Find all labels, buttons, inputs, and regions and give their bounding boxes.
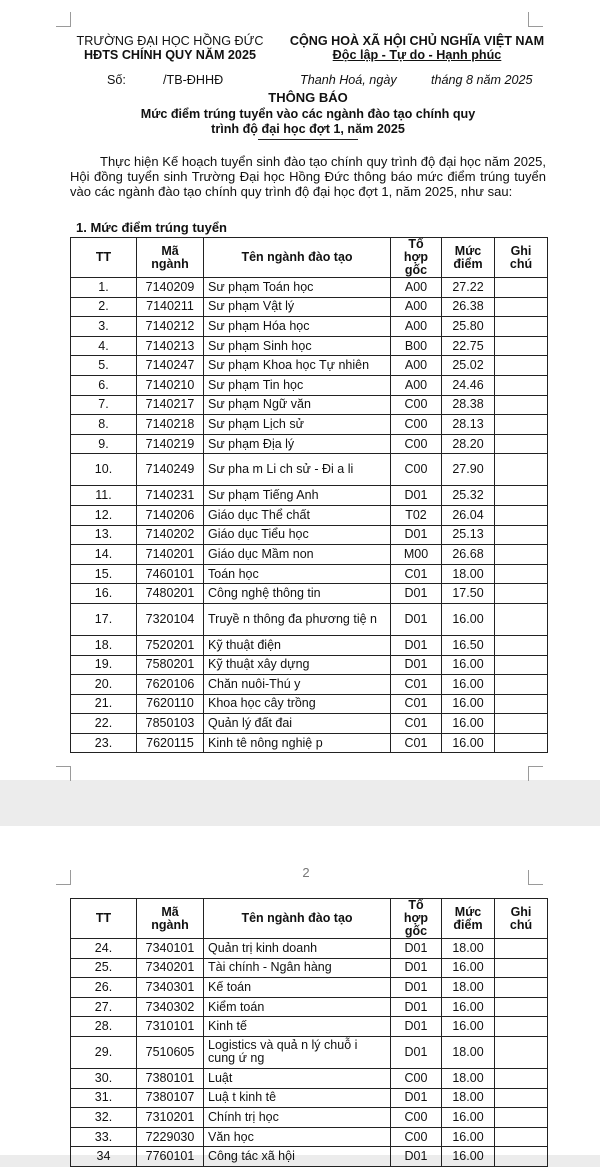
cell-score: 16.00 [442,997,495,1017]
cell-score: 25.80 [442,317,495,337]
cell-score: 18.00 [442,1088,495,1108]
cell-tt: 9. [71,434,137,454]
cell-major: Luật [204,1068,391,1088]
cell-combo: C00 [391,454,442,486]
cell-score: 26.38 [442,297,495,317]
number-label: Số: [107,73,126,87]
cell-score: 27.90 [442,454,495,486]
cell-code: 7140217 [137,395,204,415]
table-row [71,336,548,356]
cell-code: 7140213 [137,336,204,356]
cell-major: Kế toán [204,978,391,998]
cell-note [495,564,548,584]
cell-combo: B00 [391,336,442,356]
table-row [71,545,548,565]
cell-score: 16.00 [442,1127,495,1147]
cell-major: Quản trị kinh doanh [204,939,391,959]
cell-score: 18.00 [442,978,495,998]
cell-code: 7140209 [137,278,204,298]
cell-major: Sư phạm Khoa học Tự nhiên [204,356,391,376]
cell-score: 18.00 [442,564,495,584]
table-row [71,434,548,454]
cell-combo: D01 [391,1017,442,1037]
cell-code: 7510605 [137,1036,204,1068]
place-date: Thanh Hoá, ngày [300,73,397,87]
cell-tt: 8. [71,415,137,435]
cell-combo: D01 [391,1088,442,1108]
cell-tt: 14. [71,545,137,565]
cell-note [495,733,548,753]
cell-score: 16.00 [442,694,495,714]
table-row [71,997,548,1017]
table-row [71,655,548,675]
cell-tt: 13. [71,525,137,545]
cell-major: Sư phạm Lịch sử [204,415,391,435]
cell-combo: A00 [391,375,442,395]
cell-major: Sư phạm Vật lý [204,297,391,317]
table-row [71,958,548,978]
cell-score: 17.50 [442,584,495,604]
table-row [71,317,548,337]
table-row [71,395,548,415]
cell-major: Sư phạm Toán học [204,278,391,298]
cell-code: 7140231 [137,486,204,506]
cell-code: 7140202 [137,525,204,545]
cell-note [495,278,548,298]
cell-code: 7320104 [137,603,204,635]
cell-combo: D01 [391,958,442,978]
cell-combo: D01 [391,525,442,545]
cell-major: Luậ t kinh tê [204,1088,391,1108]
page-corner-mark [528,12,543,27]
cell-score: 18.00 [442,939,495,959]
cell-combo: D01 [391,1036,442,1068]
cell-code: 7140206 [137,505,204,525]
table-row [71,694,548,714]
cell-code: 7850103 [137,714,204,734]
cell-combo: C00 [391,395,442,415]
cell-code: 7140212 [137,317,204,337]
cell-code: 7620115 [137,733,204,753]
page-number: 2 [302,865,310,880]
cell-code: 7460101 [137,564,204,584]
cell-score: 18.00 [442,1036,495,1068]
cell-note [495,635,548,655]
cell-score: 27.22 [442,278,495,298]
cell-note [495,603,548,635]
cell-note [495,584,548,604]
cell-score: 16.00 [442,675,495,695]
cell-score: 28.13 [442,415,495,435]
cell-major: Khoa học cây trồng [204,694,391,714]
cell-code: 7340201 [137,958,204,978]
cell-tt: 27. [71,997,137,1017]
cell-combo: C00 [391,415,442,435]
cell-major: Toán học [204,564,391,584]
cell-major: Kỹ thuật xây dựng [204,655,391,675]
cell-combo: C00 [391,1127,442,1147]
number-code: /TB-ĐHHĐ [163,73,224,87]
cell-code: 7520201 [137,635,204,655]
table-row [71,1068,548,1088]
cell-score: 16.00 [442,1017,495,1037]
table-row [71,714,548,734]
cell-combo: C01 [391,733,442,753]
cell-score: 18.00 [442,1068,495,1088]
cell-code: 7140247 [137,356,204,376]
cell-combo: M00 [391,545,442,565]
header-score: Mức điểm [442,899,495,939]
header-combo: Tổ hợp gốc [391,899,442,939]
cell-note [495,356,548,376]
cell-note [495,1088,548,1108]
cell-code: 7229030 [137,1127,204,1147]
cell-note [495,454,548,486]
table-row [71,635,548,655]
cell-note [495,434,548,454]
cell-code: 7620110 [137,694,204,714]
cell-code: 7760101 [137,1147,204,1167]
table-row [71,564,548,584]
cell-major: Kinh tê nông nghiệ p [204,733,391,753]
cell-note [495,655,548,675]
cell-tt: 3. [71,317,137,337]
cell-note [495,1108,548,1128]
page-corner-mark [56,12,71,27]
republic-title: CỘNG HOÀ XÃ HỘI CHỦ NGHĨA VIỆT NAM [289,34,545,48]
cell-combo: C01 [391,694,442,714]
cell-major: Sư phạm Tin học [204,375,391,395]
school-name: TRƯỜNG ĐẠI HỌC HỒNG ĐỨC [76,34,264,48]
table-row [71,356,548,376]
table-row [71,603,548,635]
cell-note [495,545,548,565]
cell-major: Tài chính - Ngân hàng [204,958,391,978]
cell-combo: D01 [391,584,442,604]
table-row [71,375,548,395]
cell-major: Kinh tế [204,1017,391,1037]
month-year: tháng 8 năm 2025 [431,73,533,87]
cell-tt: 29. [71,1036,137,1068]
table-row [71,1147,548,1167]
cell-combo: C00 [391,1068,442,1088]
table-row [71,1108,548,1128]
cell-score: 16.00 [442,733,495,753]
council-name: HĐTS CHÍNH QUY NĂM 2025 [84,48,256,62]
cell-code: 7380101 [137,1068,204,1088]
table-row [71,278,548,298]
cell-combo: A00 [391,278,442,298]
cell-note [495,675,548,695]
cell-score: 22.75 [442,336,495,356]
cell-tt: 28. [71,1017,137,1037]
table-row [71,978,548,998]
cell-note [495,978,548,998]
cell-note [495,297,548,317]
cell-combo: D01 [391,603,442,635]
cell-tt: 23. [71,733,137,753]
cell-combo: D01 [391,997,442,1017]
cell-code: 7620106 [137,675,204,695]
cell-tt: 26. [71,978,137,998]
cell-major: Kiểm toán [204,997,391,1017]
cell-major: Sư phạm Tiếng Anh [204,486,391,506]
cell-code: 7140219 [137,434,204,454]
cell-score: 26.68 [442,545,495,565]
cell-note [495,1036,548,1068]
table-row [71,486,548,506]
intro-paragraph: Thực hiện Kế hoạch tuyển sinh đào tạo chính quy trình độ đại học năm 2025, Hội đồng tuyển sinh Trường Đại học Hồng Đức thông báo mức điểm trúng tuyển vào các ngành đào tạo chính quy trình độ đại học đợt 1, năm 2025, như sau: [70,154,546,199]
cell-combo: A00 [391,317,442,337]
cell-code: 7340301 [137,978,204,998]
cell-code: 7310201 [137,1108,204,1128]
cell-combo: D01 [391,655,442,675]
notice-subtitle-1: Mức điểm trúng tuyển vào các ngành đào tạo chính quy [140,107,476,121]
motto: Độc lập - Tự do - Hạnh phúc [332,48,502,62]
cell-major: Chăn nuôi-Thú y [204,675,391,695]
notice-title: THÔNG BÁO [268,90,348,105]
cell-major: Công tác xã hội [204,1147,391,1167]
cell-note [495,317,548,337]
cell-combo: D01 [391,939,442,959]
cell-major: Giáo dục Thể chất [204,505,391,525]
table-row [71,415,548,435]
table-row [71,1088,548,1108]
cell-tt: 4. [71,336,137,356]
cell-score: 16.50 [442,635,495,655]
cell-combo: C01 [391,675,442,695]
table-row [71,939,548,959]
cell-tt: 10. [71,454,137,486]
table-row [71,297,548,317]
cell-combo: D01 [391,486,442,506]
table-row [71,505,548,525]
cell-major: Chính trị học [204,1108,391,1128]
cell-code: 7580201 [137,655,204,675]
table-row [71,454,548,486]
table-row [71,1017,548,1037]
cell-note [495,958,548,978]
table-row [71,1127,548,1147]
cell-tt: 21. [71,694,137,714]
cell-code: 7340101 [137,939,204,959]
cell-tt: 19. [71,655,137,675]
cell-major: Kỹ thuật điện [204,635,391,655]
cell-note [495,694,548,714]
cell-note [495,1127,548,1147]
cell-tt: 22. [71,714,137,734]
table-row [71,733,548,753]
page-corner-mark [528,766,543,781]
cell-tt: 32. [71,1108,137,1128]
cell-score: 16.00 [442,1108,495,1128]
page-corner-mark [56,766,71,781]
header-major: Tên ngành đào tạo [204,899,391,939]
cell-combo: A00 [391,356,442,376]
cell-combo: T02 [391,505,442,525]
cell-major: Giáo dục Tiểu học [204,525,391,545]
cell-tt: 20. [71,675,137,695]
table-row [71,1036,548,1068]
cell-note [495,525,548,545]
cell-combo: A00 [391,297,442,317]
cell-score: 16.00 [442,655,495,675]
cell-tt: 30. [71,1068,137,1088]
cell-note [495,1068,548,1088]
cell-code: 7140211 [137,297,204,317]
cell-code: 7140210 [137,375,204,395]
cell-tt: 6. [71,375,137,395]
cell-tt: 31. [71,1088,137,1108]
cell-tt: 33. [71,1127,137,1147]
cell-code: 7310101 [137,1017,204,1037]
cell-combo: D01 [391,1147,442,1167]
scores-table-page-2 [70,898,548,1167]
table-header-row [71,238,548,278]
cell-code: 7140249 [137,454,204,486]
cell-code: 7480201 [137,584,204,604]
page-corner-mark [56,870,71,885]
cell-note [495,1017,548,1037]
header-note: Ghi chú [495,899,548,939]
cell-combo: C01 [391,714,442,734]
cell-major: Sư phạm Hóa học [204,317,391,337]
cell-tt: 1. [71,278,137,298]
cell-major: Sư phạm Địa lý [204,434,391,454]
header-combo: Tổ hợp gốc [391,238,442,278]
cell-score: 25.02 [442,356,495,376]
cell-major: Giáo dục Mầm non [204,545,391,565]
cell-note [495,415,548,435]
page-corner-mark [528,870,543,885]
cell-tt: 12. [71,505,137,525]
cell-code: 7380107 [137,1088,204,1108]
cell-tt: 25. [71,958,137,978]
cell-major: Truyề n thông đa phương tiệ n [204,603,391,635]
cell-major: Sư phạm Ngữ văn [204,395,391,415]
table-row [71,525,548,545]
cell-combo: C00 [391,1108,442,1128]
cell-tt: 15. [71,564,137,584]
cell-note [495,714,548,734]
cell-score: 28.38 [442,395,495,415]
cell-code: 7340302 [137,997,204,1017]
cell-major: Sư phạm Sinh học [204,336,391,356]
cell-score: 28.20 [442,434,495,454]
cell-combo: D01 [391,635,442,655]
cell-score: 26.04 [442,505,495,525]
cell-note [495,375,548,395]
cell-combo: C00 [391,434,442,454]
cell-combo: D01 [391,978,442,998]
cell-note [495,395,548,415]
cell-major: Công nghệ thông tin [204,584,391,604]
cell-score: 16.00 [442,714,495,734]
table-header-row [71,899,548,939]
cell-major: Quản lý đất đai [204,714,391,734]
cell-tt: 5. [71,356,137,376]
header-score: Mức điểm [442,238,495,278]
cell-tt: 11. [71,486,137,506]
cell-tt: 18. [71,635,137,655]
cell-score: 16.00 [442,1147,495,1167]
header-code: Mã ngành [137,238,204,278]
cell-note [495,505,548,525]
cell-tt: 7. [71,395,137,415]
cell-tt: 24. [71,939,137,959]
cell-major: Sư pha m Li ch sử - Đi a li [204,454,391,486]
header-tt: TT [71,899,137,939]
table-row [71,675,548,695]
cell-code: 7140201 [137,545,204,565]
cell-note [495,939,548,959]
table-row [71,584,548,604]
title-divider [258,139,358,140]
cell-score: 16.00 [442,958,495,978]
cell-note [495,486,548,506]
cell-score: 25.13 [442,525,495,545]
cell-score: 25.32 [442,486,495,506]
cell-major: Logistics và quả n lý chuỗ i cung ứ ng [204,1036,391,1068]
notice-subtitle-2: trình độ đại học đợt 1, năm 2025 [211,122,405,136]
cell-code: 7140218 [137,415,204,435]
scores-table-page-1 [70,237,548,753]
cell-score: 16.00 [442,603,495,635]
cell-tt: 2. [71,297,137,317]
cell-combo: C01 [391,564,442,584]
cell-major: Văn học [204,1127,391,1147]
cell-score: 24.46 [442,375,495,395]
cell-tt: 17. [71,603,137,635]
cell-tt: 34 [71,1147,137,1167]
section-title: 1. Mức điểm trúng tuyển [76,220,227,235]
header-note: Ghi chú [495,238,548,278]
cell-tt: 16. [71,584,137,604]
cell-note [495,997,548,1017]
header-major: Tên ngành đào tạo [204,238,391,278]
header-code: Mã ngành [137,899,204,939]
document-page-2 [0,826,600,1164]
cell-note [495,336,548,356]
cell-note [495,1147,548,1167]
header-tt: TT [71,238,137,278]
